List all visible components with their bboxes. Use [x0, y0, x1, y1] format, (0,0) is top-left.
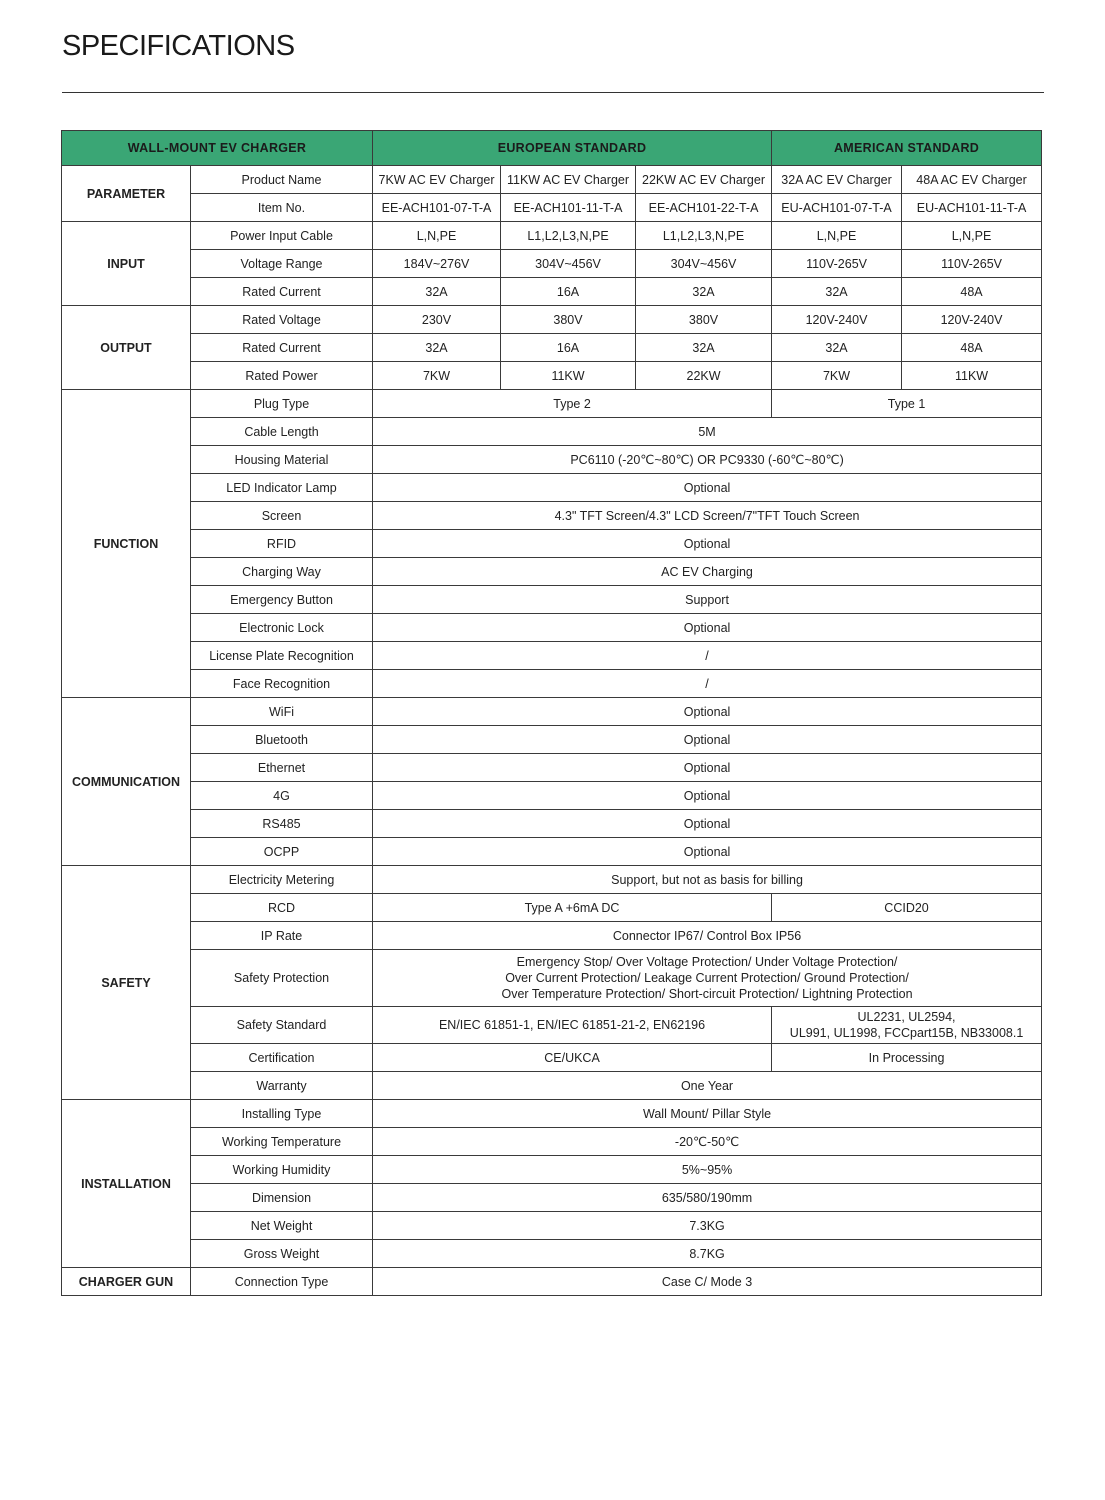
row-label: Certification: [191, 1044, 373, 1072]
table-cell: 32A AC EV Charger: [772, 166, 902, 194]
table-cell: 110V-265V: [772, 250, 902, 278]
table-cell: Optional: [373, 474, 1042, 502]
category-output: OUTPUT: [62, 306, 191, 390]
table-cell: EN/IEC 61851-1, EN/IEC 61851-21-2, EN62196: [373, 1007, 772, 1044]
table-cell: L,N,PE: [373, 222, 501, 250]
table-cell: AC EV Charging: [373, 558, 1042, 586]
table-row: [62, 1128, 1042, 1156]
category-function: FUNCTION: [62, 390, 191, 698]
table-row: [62, 810, 1042, 838]
table-cell: L,N,PE: [772, 222, 902, 250]
table-cell: 4.3" TFT Screen/4.3" LCD Screen/7"TFT Touch Screen: [373, 502, 1042, 530]
table-row: [62, 1240, 1042, 1268]
table-cell-safety-standard-us: [772, 1007, 1042, 1044]
row-label: Item No.: [191, 194, 373, 222]
table-cell: Type A +6mA DC: [373, 894, 772, 922]
text-line: Over Temperature Protection/ Short-circuit Protection/ Lightning Protection: [501, 987, 913, 1001]
table-row: [62, 950, 1042, 1007]
table-cell: 120V-240V: [772, 306, 902, 334]
table-cell: Optional: [373, 726, 1042, 754]
table-row: [62, 306, 1042, 334]
table-cell: 8.7KG: [373, 1240, 1042, 1268]
row-label: Warranty: [191, 1072, 373, 1100]
category-charger-gun: CHARGER GUN: [62, 1268, 191, 1296]
table-cell: CCID20: [772, 894, 1042, 922]
table-row: [62, 334, 1042, 362]
text-line: Over Current Protection/ Leakage Current Protection/ Ground Protection/: [505, 971, 909, 985]
table-cell: 32A: [373, 278, 501, 306]
table-row: [62, 894, 1042, 922]
table-cell: 22KW AC EV Charger: [636, 166, 772, 194]
table-cell: EE-ACH101-11-T-A: [501, 194, 636, 222]
table-header-row: [62, 131, 1042, 166]
row-label: Power Input Cable: [191, 222, 373, 250]
table-cell: In Processing: [772, 1044, 1042, 1072]
table-cell: 11KW: [501, 362, 636, 390]
row-label: Face Recognition: [191, 670, 373, 698]
row-label: Emergency Button: [191, 586, 373, 614]
row-label: Working Temperature: [191, 1128, 373, 1156]
table-row: [62, 1184, 1042, 1212]
table-row: [62, 418, 1042, 446]
header-product: WALL-MOUNT EV CHARGER: [62, 131, 373, 166]
table-cell: 48A: [902, 278, 1042, 306]
table-cell: 230V: [373, 306, 501, 334]
table-cell: 7KW AC EV Charger: [373, 166, 501, 194]
row-label: WiFi: [191, 698, 373, 726]
spec-table: [61, 130, 1042, 1296]
table-cell: One Year: [373, 1072, 1042, 1100]
row-label: Housing Material: [191, 446, 373, 474]
table-row: [62, 362, 1042, 390]
table-cell: EE-ACH101-07-T-A: [373, 194, 501, 222]
table-cell: Optional: [373, 838, 1042, 866]
table-cell: Support: [373, 586, 1042, 614]
table-row: [62, 922, 1042, 950]
table-cell: L,N,PE: [902, 222, 1042, 250]
table-cell: Optional: [373, 530, 1042, 558]
text-line: Emergency Stop/ Over Voltage Protection/ Under Voltage Protection/: [516, 955, 898, 969]
table-cell: Optional: [373, 810, 1042, 838]
table-cell: 32A: [772, 334, 902, 362]
table-cell: PC6110 (-20℃~80℃) OR PC9330 (-60℃~80℃): [373, 446, 1042, 474]
row-label: Installing Type: [191, 1100, 373, 1128]
row-label: Electricity Metering: [191, 866, 373, 894]
row-label: Cable Length: [191, 418, 373, 446]
row-label: Net Weight: [191, 1212, 373, 1240]
category-installation: INSTALLATION: [62, 1100, 191, 1268]
table-row: [62, 754, 1042, 782]
table-cell: Optional: [373, 698, 1042, 726]
row-label: Safety Standard: [191, 1007, 373, 1044]
table-row: [62, 670, 1042, 698]
table-cell: 120V-240V: [902, 306, 1042, 334]
table-cell: 7KW: [772, 362, 902, 390]
table-cell: 11KW AC EV Charger: [501, 166, 636, 194]
row-label: IP Rate: [191, 922, 373, 950]
table-cell: -20℃-50℃: [373, 1128, 1042, 1156]
row-label: Working Humidity: [191, 1156, 373, 1184]
row-label: Gross Weight: [191, 1240, 373, 1268]
table-cell: CE/UKCA: [373, 1044, 772, 1072]
row-label: Dimension: [191, 1184, 373, 1212]
table-cell: 11KW: [902, 362, 1042, 390]
table-cell: 16A: [501, 278, 636, 306]
table-cell: Optional: [373, 754, 1042, 782]
table-cell: 16A: [501, 334, 636, 362]
table-cell: 22KW: [636, 362, 772, 390]
table-cell: /: [373, 642, 1042, 670]
table-cell: Support, but not as basis for billing: [373, 866, 1042, 894]
header-european-standard: EUROPEAN STANDARD: [373, 131, 772, 166]
table-cell: Type 1: [772, 390, 1042, 418]
row-label: Voltage Range: [191, 250, 373, 278]
page-title: SPECIFICATIONS: [62, 30, 295, 62]
table-cell: EU-ACH101-11-T-A: [902, 194, 1042, 222]
table-cell: 110V-265V: [902, 250, 1042, 278]
row-label: Ethernet: [191, 754, 373, 782]
table-row: [62, 278, 1042, 306]
table-cell: Connector IP67/ Control Box IP56: [373, 922, 1042, 950]
table-cell: L1,L2,L3,N,PE: [501, 222, 636, 250]
category-safety: SAFETY: [62, 866, 191, 1100]
row-label: RS485: [191, 810, 373, 838]
table-row: [62, 1072, 1042, 1100]
row-label: Product Name: [191, 166, 373, 194]
table-cell-safety-protection: [373, 950, 1042, 1007]
table-cell: EU-ACH101-07-T-A: [772, 194, 902, 222]
row-label: Connection Type: [191, 1268, 373, 1296]
table-row: [62, 586, 1042, 614]
table-row: [62, 390, 1042, 418]
table-row: [62, 1100, 1042, 1128]
table-row: [62, 838, 1042, 866]
table-cell: Wall Mount/ Pillar Style: [373, 1100, 1042, 1128]
row-label: Rated Voltage: [191, 306, 373, 334]
table-cell: 48A: [902, 334, 1042, 362]
table-cell: 32A: [772, 278, 902, 306]
table-row: [62, 194, 1042, 222]
table-row: [62, 782, 1042, 810]
table-cell: 7.3KG: [373, 1212, 1042, 1240]
table-cell: 32A: [373, 334, 501, 362]
table-row: [62, 1268, 1042, 1296]
row-label: OCPP: [191, 838, 373, 866]
row-label: Electronic Lock: [191, 614, 373, 642]
table-row: [62, 614, 1042, 642]
row-label: RFID: [191, 530, 373, 558]
row-label: LED Indicator Lamp: [191, 474, 373, 502]
table-row: [62, 502, 1042, 530]
table-row: [62, 222, 1042, 250]
title-divider: [62, 92, 1044, 93]
row-label: Charging Way: [191, 558, 373, 586]
table-row: [62, 1044, 1042, 1072]
table-row: [62, 1212, 1042, 1240]
text-line: UL991, UL1998, FCCpart15B, NB33008.1: [789, 1026, 1024, 1040]
row-label: Plug Type: [191, 390, 373, 418]
row-label: Screen: [191, 502, 373, 530]
category-input: INPUT: [62, 222, 191, 306]
table-cell: Optional: [373, 614, 1042, 642]
table-row: [62, 250, 1042, 278]
row-label: Bluetooth: [191, 726, 373, 754]
table-row: [62, 474, 1042, 502]
table-row: [62, 642, 1042, 670]
row-label: Safety Protection: [191, 950, 373, 1007]
row-label: 4G: [191, 782, 373, 810]
table-cell: 32A: [636, 278, 772, 306]
category-communication: COMMUNICATION: [62, 698, 191, 866]
table-cell: 48A AC EV Charger: [902, 166, 1042, 194]
row-label: Rated Current: [191, 334, 373, 362]
table-row: [62, 698, 1042, 726]
table-cell: 380V: [501, 306, 636, 334]
table-cell: Case C/ Mode 3: [373, 1268, 1042, 1296]
row-label: Rated Power: [191, 362, 373, 390]
table-cell: 304V~456V: [501, 250, 636, 278]
table-row: [62, 530, 1042, 558]
row-label: License Plate Recognition: [191, 642, 373, 670]
table-row: [62, 446, 1042, 474]
table-row: [62, 726, 1042, 754]
table-cell: 184V~276V: [373, 250, 501, 278]
table-row: [62, 558, 1042, 586]
table-cell: 5M: [373, 418, 1042, 446]
table-row: [62, 1156, 1042, 1184]
table-row: [62, 1007, 1042, 1044]
table-cell: 304V~456V: [636, 250, 772, 278]
table-cell: EE-ACH101-22-T-A: [636, 194, 772, 222]
table-row: [62, 866, 1042, 894]
header-american-standard: AMERICAN STANDARD: [772, 131, 1042, 166]
table-cell: Type 2: [373, 390, 772, 418]
table-cell: 32A: [636, 334, 772, 362]
table-row: [62, 166, 1042, 194]
table-cell: Optional: [373, 782, 1042, 810]
table-cell: 5%~95%: [373, 1156, 1042, 1184]
table-cell: 635/580/190mm: [373, 1184, 1042, 1212]
category-parameter: PARAMETER: [62, 166, 191, 222]
text-line: UL2231, UL2594,: [857, 1010, 956, 1024]
table-cell: 7KW: [373, 362, 501, 390]
table-cell: 380V: [636, 306, 772, 334]
table-cell: L1,L2,L3,N,PE: [636, 222, 772, 250]
row-label: Rated Current: [191, 278, 373, 306]
row-label: RCD: [191, 894, 373, 922]
table-cell: /: [373, 670, 1042, 698]
